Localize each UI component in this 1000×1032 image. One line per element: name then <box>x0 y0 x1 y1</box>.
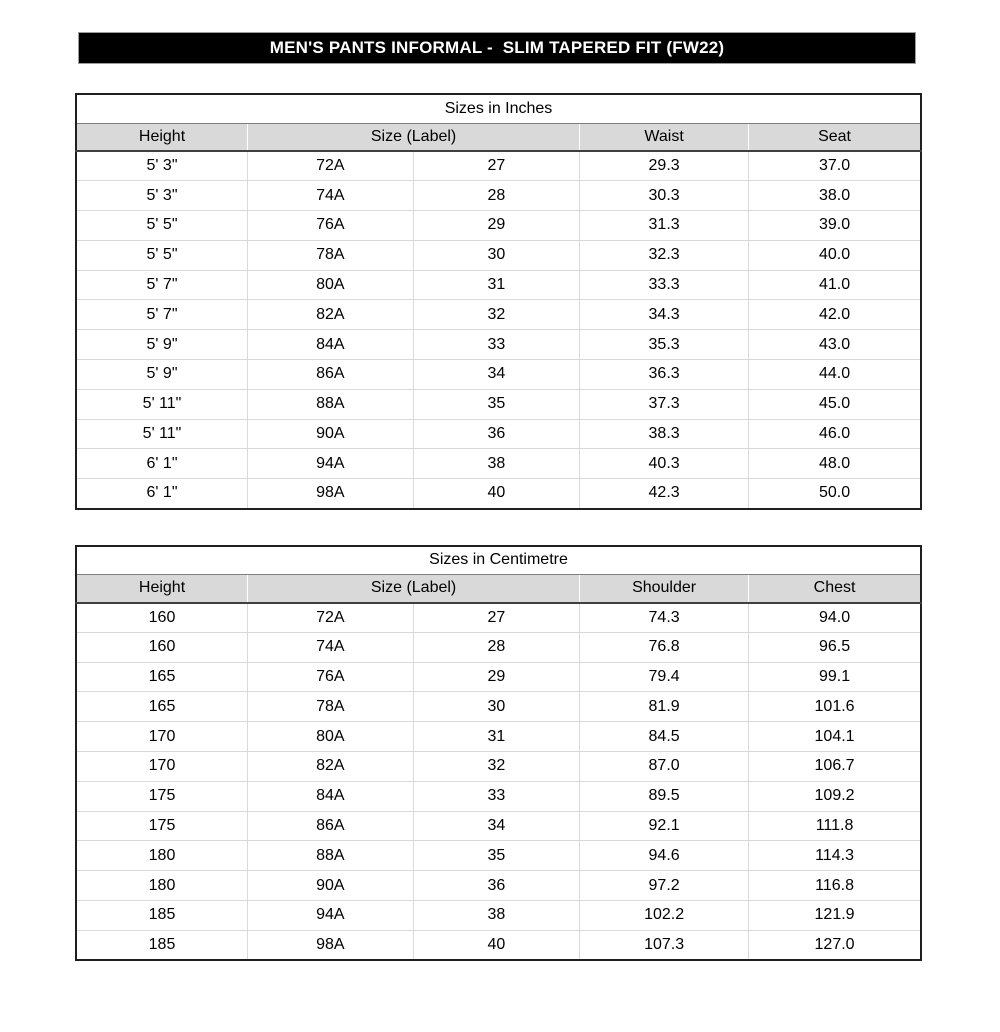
table-cell: 104.1 <box>749 722 921 752</box>
table-cell: 28 <box>413 181 579 211</box>
table-cell: 45.0 <box>749 389 921 419</box>
column-header-chest: Chest <box>749 575 921 603</box>
table-cell: 37.0 <box>749 151 921 181</box>
column-header-waist: Waist <box>580 123 749 151</box>
table-cell: 80A <box>248 270 414 300</box>
table-cell: 84.5 <box>580 722 749 752</box>
table-cell: 32.3 <box>580 240 749 270</box>
table-cell: 42.0 <box>749 300 921 330</box>
column-header-size-label: Size (Label) <box>248 123 580 151</box>
table-cell: 185 <box>76 901 248 931</box>
table-cell: 38.3 <box>580 419 749 449</box>
table-cell: 30 <box>413 240 579 270</box>
table-cell: 31.3 <box>580 211 749 241</box>
table-row <box>76 901 921 931</box>
table-cell: 38 <box>413 449 579 479</box>
column-header-height: Height <box>76 575 248 603</box>
table-cell: 36 <box>413 419 579 449</box>
table-cell: 39.0 <box>749 211 921 241</box>
table-cell: 29.3 <box>580 151 749 181</box>
table-cell: 5' 9" <box>76 360 248 390</box>
table-cell: 36.3 <box>580 360 749 390</box>
table-title: Sizes in Inches <box>76 94 921 123</box>
table-row <box>76 841 921 871</box>
table-row <box>76 662 921 692</box>
table-row <box>76 330 921 360</box>
column-header-shoulder: Shoulder <box>580 575 749 603</box>
table-cell: 111.8 <box>749 811 921 841</box>
table-cell: 107.3 <box>580 930 749 960</box>
table-cell: 32 <box>413 752 579 782</box>
table-cell: 35 <box>413 389 579 419</box>
table-cell: 170 <box>76 722 248 752</box>
table-cell: 76A <box>248 662 414 692</box>
table-row <box>76 270 921 300</box>
table-cell: 5' 3" <box>76 181 248 211</box>
table-cell: 6' 1" <box>76 449 248 479</box>
table-cell: 31 <box>413 722 579 752</box>
table-cell: 87.0 <box>580 752 749 782</box>
table-row <box>76 181 921 211</box>
sizes-in-inches-table <box>75 93 922 510</box>
table-cell: 90A <box>248 419 414 449</box>
table-cell: 33.3 <box>580 270 749 300</box>
table-cell: 79.4 <box>580 662 749 692</box>
table-cell: 27 <box>413 603 579 633</box>
table-cell: 78A <box>248 692 414 722</box>
table-row <box>76 211 921 241</box>
table-cell: 34.3 <box>580 300 749 330</box>
table-title-row <box>76 546 921 575</box>
table-cell: 74.3 <box>580 603 749 633</box>
table-row <box>76 781 921 811</box>
table-title-row <box>76 94 921 123</box>
table-cell: 116.8 <box>749 871 921 901</box>
table-cell: 98A <box>248 930 414 960</box>
table-cell: 80A <box>248 722 414 752</box>
table-cell: 180 <box>76 871 248 901</box>
table-cell: 5' 11" <box>76 389 248 419</box>
table-cell: 40 <box>413 479 579 509</box>
table-row <box>76 930 921 960</box>
table-cell: 33 <box>413 330 579 360</box>
table-cell: 5' 9" <box>76 330 248 360</box>
table-cell: 114.3 <box>749 841 921 871</box>
table-cell: 94A <box>248 901 414 931</box>
table-cell: 92.1 <box>580 811 749 841</box>
table-cell: 29 <box>413 211 579 241</box>
table-row <box>76 811 921 841</box>
table-row <box>76 752 921 782</box>
table-cell: 109.2 <box>749 781 921 811</box>
table-cell: 34 <box>413 811 579 841</box>
table-cell: 106.7 <box>749 752 921 782</box>
table-cell: 5' 7" <box>76 300 248 330</box>
table-row <box>76 419 921 449</box>
table-row <box>76 389 921 419</box>
table-cell: 86A <box>248 811 414 841</box>
table-row <box>76 632 921 662</box>
table-cell: 84A <box>248 330 414 360</box>
page-title-banner <box>78 32 916 64</box>
table-cell: 99.1 <box>749 662 921 692</box>
table-row <box>76 300 921 330</box>
table-row <box>76 722 921 752</box>
table-cell: 27 <box>413 151 579 181</box>
table-cell: 32 <box>413 300 579 330</box>
table-cell: 180 <box>76 841 248 871</box>
table-cell: 40 <box>413 930 579 960</box>
table-cell: 5' 5" <box>76 240 248 270</box>
table-cell: 175 <box>76 811 248 841</box>
table-cell: 36 <box>413 871 579 901</box>
table-cell: 28 <box>413 632 579 662</box>
table-cell: 41.0 <box>749 270 921 300</box>
table-row <box>76 692 921 722</box>
column-header-seat: Seat <box>749 123 921 151</box>
column-header-size-label: Size (Label) <box>248 575 580 603</box>
table-cell: 94.0 <box>749 603 921 633</box>
table-cell: 76.8 <box>580 632 749 662</box>
table-cell: 40.3 <box>580 449 749 479</box>
table-cell: 165 <box>76 662 248 692</box>
table-cell: 6' 1" <box>76 479 248 509</box>
table-cell: 84A <box>248 781 414 811</box>
table-cell: 50.0 <box>749 479 921 509</box>
table-row <box>76 151 921 181</box>
table-cell: 29 <box>413 662 579 692</box>
table-cell: 38.0 <box>749 181 921 211</box>
page-title: MEN'S PANTS INFORMAL - SLIM TAPERED FIT (FW22) <box>269 38 725 57</box>
table-row <box>76 449 921 479</box>
table-cell: 35.3 <box>580 330 749 360</box>
table-cell: 96.5 <box>749 632 921 662</box>
table-cell: 185 <box>76 930 248 960</box>
table-cell: 82A <box>248 752 414 782</box>
table-cell: 31 <box>413 270 579 300</box>
table-cell: 78A <box>248 240 414 270</box>
table-cell: 30.3 <box>580 181 749 211</box>
table-cell: 40.0 <box>749 240 921 270</box>
table-row <box>76 240 921 270</box>
table-cell: 98A <box>248 479 414 509</box>
table-cell: 94.6 <box>580 841 749 871</box>
column-header-height: Height <box>76 123 248 151</box>
table-row <box>76 360 921 390</box>
table-cell: 127.0 <box>749 930 921 960</box>
table-cell: 37.3 <box>580 389 749 419</box>
table-cell: 42.3 <box>580 479 749 509</box>
table-cell: 121.9 <box>749 901 921 931</box>
table-cell: 102.2 <box>580 901 749 931</box>
table-cell: 88A <box>248 389 414 419</box>
table-cell: 74A <box>248 632 414 662</box>
table-cell: 44.0 <box>749 360 921 390</box>
table-cell: 72A <box>248 151 414 181</box>
table-row <box>76 479 921 509</box>
table-cell: 160 <box>76 632 248 662</box>
table-cell: 82A <box>248 300 414 330</box>
table-cell: 34 <box>413 360 579 390</box>
table-cell: 46.0 <box>749 419 921 449</box>
table-title: Sizes in Centimetre <box>76 546 921 575</box>
table-cell: 97.2 <box>580 871 749 901</box>
table-cell: 48.0 <box>749 449 921 479</box>
table-cell: 74A <box>248 181 414 211</box>
table-row <box>76 871 921 901</box>
sizes-in-centimetre-table <box>75 545 922 962</box>
table-cell: 160 <box>148 608 176 626</box>
table-cell: 94A <box>248 449 414 479</box>
table-cell: 30 <box>413 692 579 722</box>
table-cell: 101.6 <box>749 692 921 722</box>
table-cell: 5' 11" <box>76 419 248 449</box>
table-header-row <box>76 123 921 151</box>
table-cell: 81.9 <box>580 692 749 722</box>
table-row <box>76 603 921 633</box>
table-cell: 88A <box>248 841 414 871</box>
table-cell: 5' 3" <box>146 157 178 175</box>
table-header-row <box>76 575 921 603</box>
table-cell: 35 <box>413 841 579 871</box>
table-cell: 33 <box>413 781 579 811</box>
table-cell: 86A <box>248 360 414 390</box>
table-cell: 5' 7" <box>76 270 248 300</box>
table-cell: 170 <box>76 752 248 782</box>
table-cell: 72A <box>248 603 414 633</box>
table-cell: 165 <box>76 692 248 722</box>
table-cell: 90A <box>248 871 414 901</box>
table-cell: 89.5 <box>580 781 749 811</box>
table-cell: 38 <box>413 901 579 931</box>
table-cell: 43.0 <box>749 330 921 360</box>
table-cell: 76A <box>248 211 414 241</box>
table-cell: 175 <box>76 781 248 811</box>
table-cell: 5' 5" <box>76 211 248 241</box>
